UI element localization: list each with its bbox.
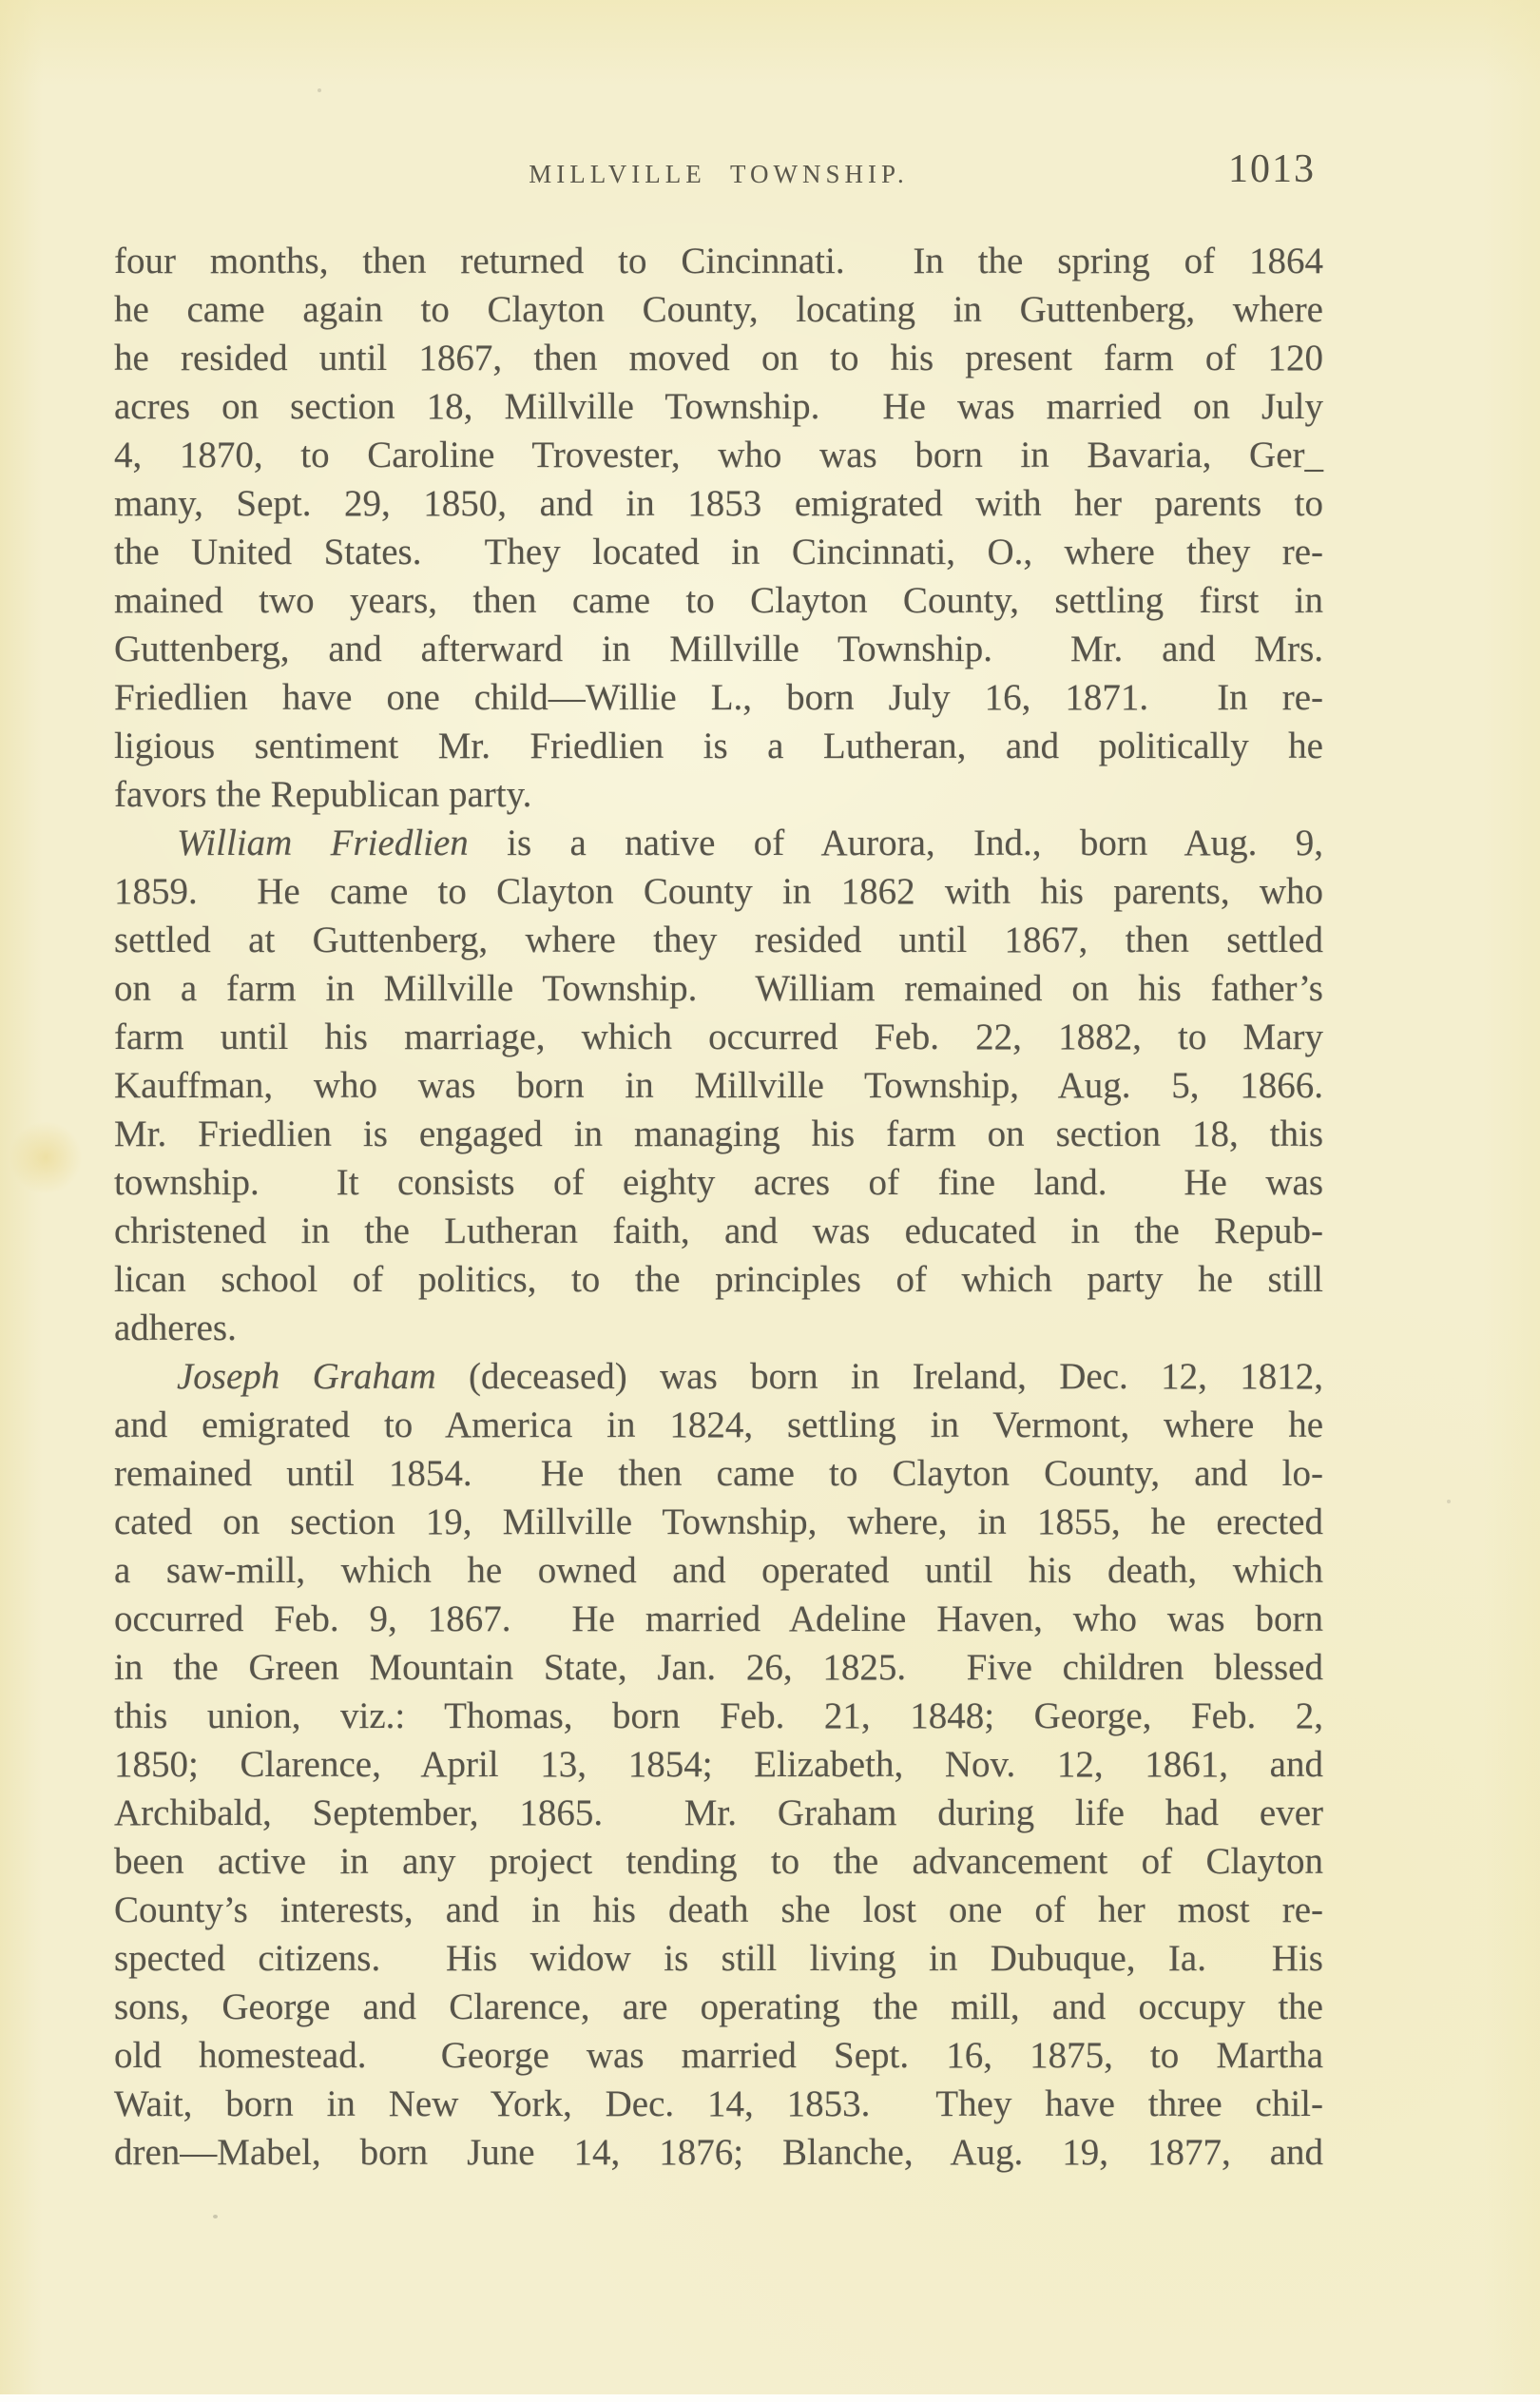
- text-line: [114, 1692, 1323, 1740]
- scan-edge-strip: [0, 2394, 1540, 2402]
- line-text: in the Green Mountain State, Jan. 26, 1825. Five children blessed: [114, 1647, 1323, 1688]
- text-line: [114, 1013, 1323, 1061]
- text-line: [114, 1546, 1323, 1595]
- line-text: been active in any project tending to the advancement of Clayton: [114, 1841, 1323, 1882]
- text-line: [114, 1498, 1323, 1546]
- line-text: cated on section 19, Millville Township, where, in 1855, he erected: [114, 1501, 1323, 1542]
- text-line: [114, 382, 1323, 431]
- paper-stain: [8, 1122, 84, 1193]
- line-text: dren—Mabel, born June 14, 1876; Blanche, Aug. 19, 1877, and: [114, 2132, 1323, 2173]
- paper-speck: [318, 88, 321, 92]
- line-text: many, Sept. 29, 1850, and in 1853 emigrated with her parents to: [114, 483, 1323, 524]
- text-line: [114, 1886, 1323, 1934]
- line-text: (deceased) was born in Ireland, Dec. 12, 1812,: [435, 1356, 1323, 1397]
- text-line: [114, 1401, 1323, 1449]
- line-text: is a native of Aurora, Ind., born Aug. 9,: [468, 823, 1323, 863]
- text-line: [114, 1837, 1323, 1886]
- line-text: four months, then returned to Cincinnati. In the spring of 1864: [114, 241, 1323, 281]
- text-line: [114, 673, 1323, 722]
- line-text: mained two years, then came to Clayton County, settling first in: [114, 580, 1323, 621]
- line-text: remained until 1854. He then came to Clayton County, and lo-: [114, 1453, 1323, 1494]
- text-line: [114, 1740, 1323, 1789]
- text-line: [114, 285, 1323, 334]
- line-text: a saw-mill, which he owned and operated until his death, which: [114, 1550, 1323, 1591]
- line-text: sons, George and Clarence, are operating the mill, and occupy the: [114, 1986, 1323, 2027]
- text-line: [114, 1983, 1323, 2031]
- line-text: Guttenberg, and afterward in Millville Township. Mr. and Mrs.: [114, 629, 1323, 669]
- text-line: [114, 819, 1323, 867]
- page-header: [114, 147, 1323, 196]
- line-text: he came again to Clayton County, locating in Guttenberg, where: [114, 289, 1323, 330]
- person-name-italic: William Friedlien: [177, 823, 469, 863]
- person-name-italic: Joseph Graham: [177, 1356, 436, 1397]
- text-line: [114, 916, 1323, 964]
- text-line: [114, 2128, 1323, 2177]
- text-line: [114, 528, 1323, 576]
- text-line: [114, 770, 1323, 819]
- line-text: township. It consists of eighty acres of fine land. He was: [114, 1162, 1323, 1203]
- text-line: [114, 2080, 1323, 2128]
- text-line: [114, 1352, 1323, 1401]
- line-text: County’s interests, and in his death she lost one of her most re-: [114, 1889, 1323, 1930]
- line-text: farm until his marriage, which occurred Feb. 22, 1882, to Mary: [114, 1017, 1323, 1057]
- body-text: [114, 237, 1323, 2177]
- text-line: [114, 1643, 1323, 1692]
- line-text: 1859. He came to Clayton County in 1862 with his parents, who: [114, 871, 1323, 912]
- paper-speck: [1447, 1500, 1451, 1503]
- line-text: occurred Feb. 9, 1867. He married Adeline Haven, who was born: [114, 1598, 1323, 1639]
- text-line: [114, 2031, 1323, 2080]
- line-text: Archibald, September, 1865. Mr. Graham during life had ever: [114, 1792, 1323, 1833]
- text-line: [114, 1255, 1323, 1304]
- text-line: [114, 722, 1323, 770]
- line-text: Friedlien have one child—Willie L., born July 16, 1871. In re-: [114, 677, 1323, 718]
- text-line: [114, 625, 1323, 673]
- line-text: christened in the Lutheran faith, and was educated in the Repub-: [114, 1211, 1323, 1251]
- text-line: [114, 479, 1323, 528]
- line-text: on a farm in Millville Township. William remained on his father’s: [114, 968, 1323, 1009]
- line-text: the United States. They located in Cincinnati, O., where they re-: [114, 532, 1323, 572]
- text-line: [114, 1207, 1323, 1255]
- line-text: Mr. Friedlien is engaged in managing his farm on section 18, this: [114, 1114, 1323, 1154]
- text-line: [114, 1595, 1323, 1643]
- line-text: ligious sentiment Mr. Friedlien is a Lutheran, and politically he: [114, 726, 1323, 766]
- paper-speck: [213, 2215, 218, 2218]
- text-line: [114, 1789, 1323, 1837]
- text-line: [114, 1061, 1323, 1110]
- line-text: adheres.: [114, 1308, 237, 1348]
- line-text: he resided until 1867, then moved on to his present farm of 120: [114, 338, 1323, 378]
- text-line: [114, 1304, 1323, 1352]
- text-line: [114, 964, 1323, 1013]
- text-line: [114, 1110, 1323, 1158]
- line-text: 4, 1870, to Caroline Trovester, who was born in Bavaria, Ger_: [114, 435, 1323, 475]
- line-text: and emigrated to America in 1824, settling in Vermont, where he: [114, 1404, 1323, 1445]
- line-text: settled at Guttenberg, where they resided until 1867, then settled: [114, 920, 1323, 960]
- text-line: [114, 1158, 1323, 1207]
- line-text: acres on section 18, Millville Township. He was married on July: [114, 386, 1323, 427]
- text-line: [114, 237, 1323, 285]
- text-line: [114, 576, 1323, 625]
- line-text: favors the Republican party.: [114, 774, 532, 815]
- line-text: Wait, born in New York, Dec. 14, 1853. They have three chil-: [114, 2083, 1323, 2124]
- line-text: Kauffman, who was born in Millville Township, Aug. 5, 1866.: [114, 1065, 1323, 1106]
- text-line: [114, 1934, 1323, 1983]
- running-title: MILLVILLE TOWNSHIP.: [529, 160, 909, 188]
- line-text: 1850; Clarence, April 13, 1854; Elizabeth, Nov. 12, 1861, and: [114, 1744, 1323, 1785]
- line-text: spected citizens. His widow is still living in Dubuque, Ia. His: [114, 1938, 1323, 1979]
- text-line: [114, 431, 1323, 479]
- text-line: [114, 1449, 1323, 1498]
- line-text: lican school of politics, to the principles of which party he still: [114, 1259, 1323, 1300]
- page-number: 1013: [1228, 147, 1316, 191]
- text-line: [114, 867, 1323, 916]
- line-text: old homestead. George was married Sept. 16, 1875, to Martha: [114, 2035, 1323, 2076]
- text-line: [114, 334, 1323, 382]
- line-text: this union, viz.: Thomas, born Feb. 21, 1848; George, Feb. 2,: [114, 1695, 1323, 1736]
